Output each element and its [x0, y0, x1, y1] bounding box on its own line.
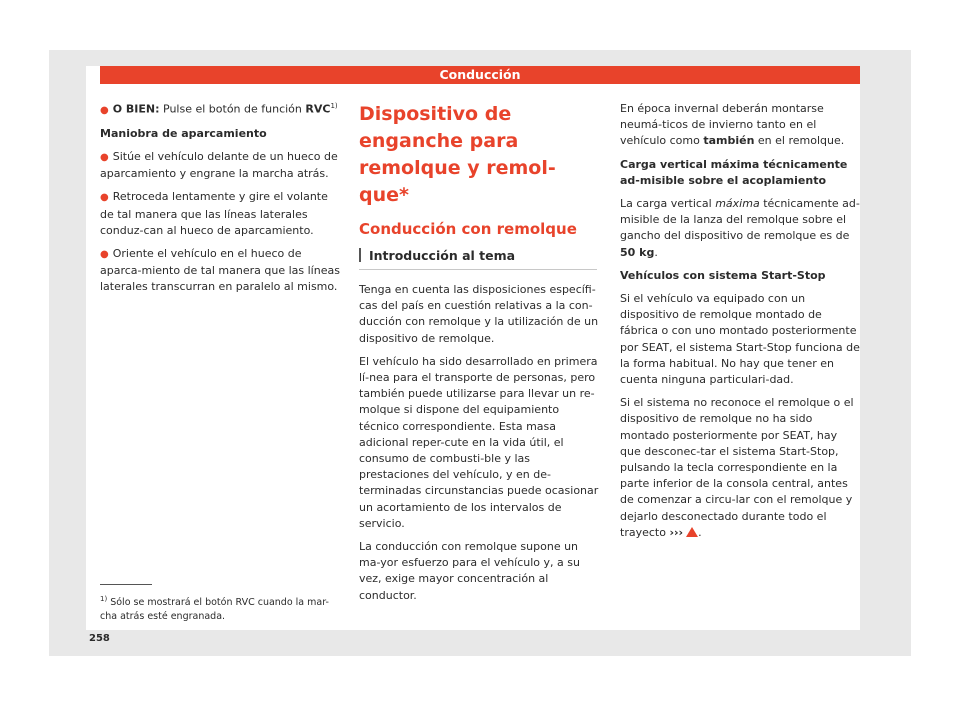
- warning-triangle-icon[interactable]: [686, 527, 698, 537]
- text-run: técnicamente ad-misible de la lanza del remolque sobre el gancho del dispositivo de remolque es de: [620, 197, 860, 243]
- text-run-italic: máxima: [715, 197, 760, 211]
- list-item: [100, 149, 342, 182]
- bullet-dot-icon: ●: [100, 104, 109, 116]
- column-middle: [359, 101, 601, 611]
- text-run-bold: también: [703, 134, 755, 148]
- cross-reference-arrows[interactable]: ›››: [669, 525, 684, 539]
- text-run: Si el sistema no reconoce el remolque o el dispositivo de remolque no ha sido montado posteriormente por SEAT, hay que desconec-tar el sistema Start-Stop, pulsando la tecla correspondiente en la parte inferior de la consola central, antes de comenzar a circu-lar con el remolque y dejarlo desconectado durante todo el trayecto: [620, 396, 854, 539]
- section-heading: Conducción con remolque: [359, 220, 577, 238]
- bullet-dot-icon: ●: [100, 152, 109, 164]
- footnote-divider: [100, 584, 152, 585]
- page-number: 258: [89, 633, 110, 644]
- heading-marker: [359, 248, 361, 262]
- list-item: [100, 246, 342, 296]
- start-stop-heading: Vehículos con sistema Start-Stop: [620, 268, 826, 282]
- bullet-dot-icon: ●: [100, 249, 109, 261]
- list-item-text: Oriente el vehículo en el hueco de aparca-miento de tal manera que las líneas laterales transcurran en paralelo al mismo.: [100, 247, 340, 294]
- text-run: .: [654, 245, 658, 259]
- text-run: La carga vertical: [620, 197, 716, 211]
- text-run: en el remolque.: [754, 134, 845, 148]
- subsection-heading-text: Introducción al tema: [369, 248, 516, 263]
- footnote-ref: 1): [330, 102, 338, 110]
- list-item: [100, 189, 342, 239]
- obien-line: [100, 98, 342, 119]
- text-run: En época invernal deberán montarse neumá-ticos de invierno tanto en el vehículo como: [620, 102, 824, 148]
- paragraph: Si el vehículo va equipado con un dispositivo de remolque montado de fábrica o con uno montado posteriormente por SEAT, el sistema Start-Stop funciona de la forma habitual. No hay que tener en cuenta ninguna particulari-dad.: [620, 292, 860, 387]
- list-item-text: Sitúe el vehículo delante de un hueco de aparcamiento y engrane la marcha atrás.: [100, 150, 338, 181]
- column-left: [100, 98, 342, 303]
- paragraph: La conducción con remolque supone un ma-yor esfuerzo para el vehículo y, a su vez, exige mayor concentración al conductor.: [359, 540, 580, 602]
- footnote-marker: 1): [100, 595, 108, 603]
- max-load-value: 50 kg: [620, 245, 655, 259]
- chapter-header: Conducción: [100, 66, 860, 84]
- obien-label: O BIEN:: [112, 102, 160, 116]
- winter-tyres-paragraph: [620, 101, 860, 150]
- rvc-label: RVC: [305, 102, 331, 116]
- bullet-dot-icon: ●: [100, 192, 109, 204]
- footnote-text: Sólo se mostrará el botón RVC cuando la mar-cha atrás esté engranada.: [100, 597, 329, 623]
- subsection-heading: [359, 247, 597, 270]
- paragraph: Tenga en cuenta las disposiciones específi-cas del país en cuestión relativas a la con-ducción con remolque y la utilización de un dispositivo de remolque.: [359, 283, 599, 345]
- carga-heading: Carga vertical máxima técnicamente ad-misible sobre el acoplamiento: [620, 157, 848, 187]
- column-right: [620, 101, 860, 548]
- paragraph: El vehículo ha sido desarrollado en primera lí-nea para el transporte de personas, pero también puede utilizarse para llevar un re-molque si dispone del equipamiento técnico correspondiente. Esta masa adicional reper-cute en la vida útil, el consumo de combusti-ble y las prestaciones del vehículo, y en de-terminadas circunstancias puede ocasionar un acortamiento de los intervalos de servicio.: [359, 354, 599, 530]
- section-title: Dispositivo de enganche para remolque y remol-que*: [359, 103, 556, 206]
- paragraph: [620, 395, 860, 541]
- obien-text: Pulse el botón de función: [159, 102, 306, 116]
- text-run: .: [698, 525, 702, 539]
- footnote: [100, 592, 342, 624]
- carga-paragraph: [620, 196, 860, 261]
- list-item-text: Retroceda lentamente y gire el volante de tal manera que las líneas laterales conduz-can al hueco de aparcamiento.: [100, 190, 328, 237]
- maniobra-heading: Maniobra de aparcamiento: [100, 126, 267, 140]
